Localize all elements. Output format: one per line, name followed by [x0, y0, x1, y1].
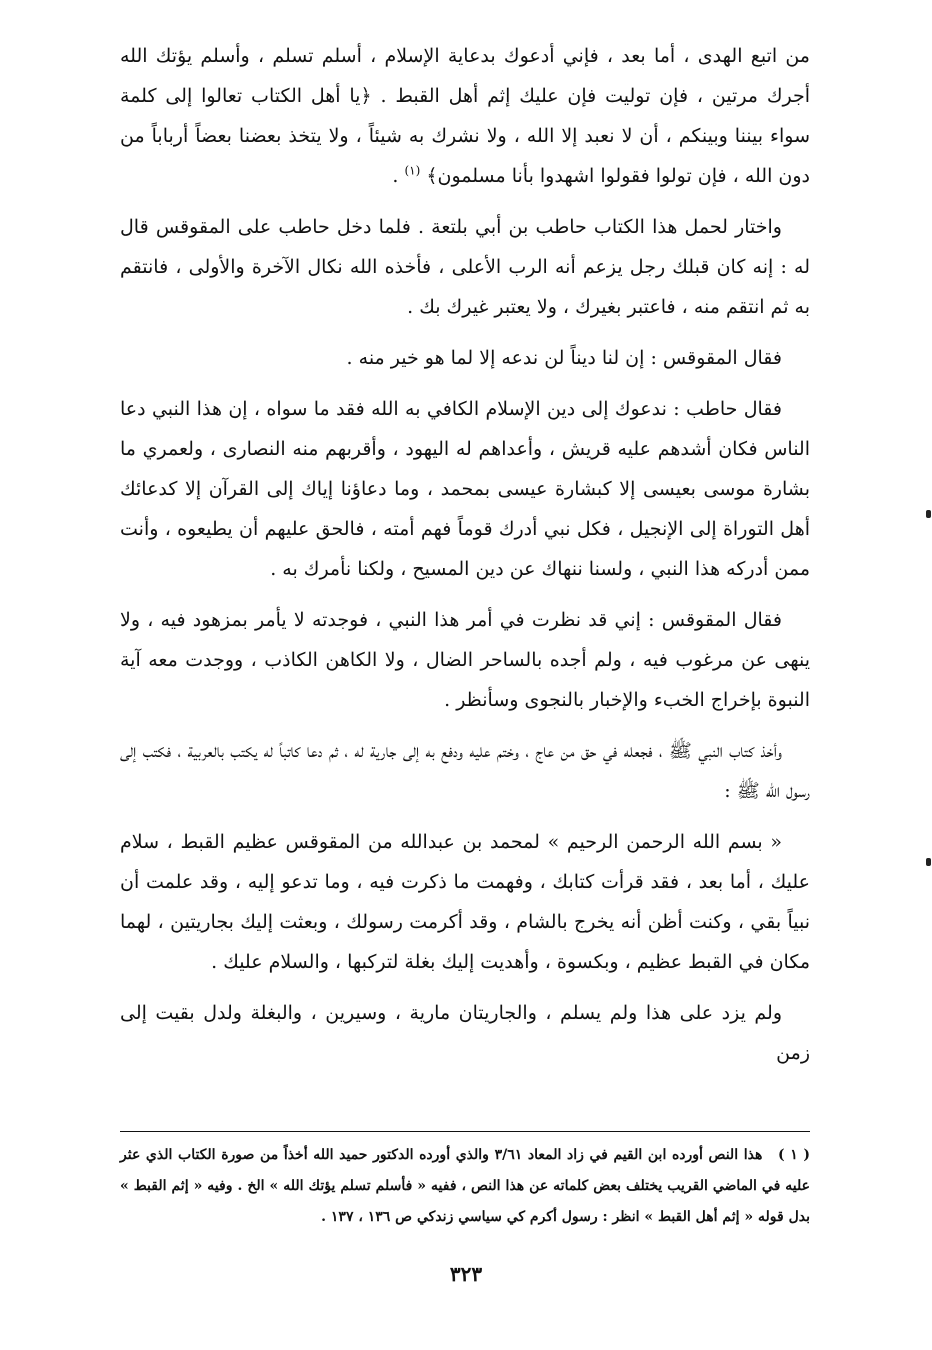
- footnote-marker: ( ١ ): [777, 1147, 810, 1163]
- footnote-divider: [120, 1131, 810, 1132]
- paragraph-7: « بسم الله الرحمن الرحيم » لمحمد بن عبدالله من المقوقس عظيم القبط ، سلام عليك ، أما بعد ، فقد قرأت كتابك ، وفهمت ما ذكرت فيه ، وما تدعو إليه ، وقد علمت أن نبياً بقي ، وكنت أظن أنه يخرج بالشام ، وقد أكرمت رسولك ، وبعثت إليك بجاريتين ، لهما مكان في القبط عظيم ، وبكسوة ، وأهديت إليك بغلة لتركبها ، والسلام عليك .: [120, 831, 810, 973]
- paragraph-8: ولم يزد على هذا ولم يسلم ، والجاريتان مارية ، وسيرين ، والبغلة ولدل بقيت إلى زمن: [120, 1002, 810, 1064]
- footnote-reference: (١): [404, 163, 421, 178]
- main-text: [120, 36, 810, 1084]
- paragraph-5: فقال المقوقس : إني قد نظرت في أمر هذا النبي ، فوجدته لا يأمر بمزهود فيه ، ولا ينهى عن مرغوب فيه ، ولم أجده بالساحر الضال ، ولا الكاهن الكاذب ، ووجدت معه آية النبوة بإخراج الخبء والإخبار بالنجوى وسأنظر .: [120, 609, 810, 711]
- paragraph-2: واختار لحمل هذا الكتاب حاطب بن أبي بلتعة . فلما دخل حاطب على المقوقس قال له : إنه كان قبلك رجل يزعم أنه الرب الأعلى ، فأخذه الله نكال الآخرة والأولى ، فانتقم به ثم انتقم منه ، فاعتبر بغيرك ، ولا يعتبر غيرك بك .: [120, 216, 810, 318]
- paragraph-6: وأخذ كتاب النبي ﷺ ، فجعله في حق من عاج ، وختم عليه ودفع به إلى جارية له ، ثم دعا كاتباً له يكتب بالعربية ، فكتب إلى رسول الله ﷺ :: [120, 740, 810, 802]
- paragraph-1-text: من اتبع الهدى ، أما بعد ، فإني أدعوك بدعاية الإسلام ، أسلم تسلم ، وأسلم يؤتك الله أجرك مرتين ، فإن توليت فإن عليك إثم أهل القبط . ﴿يا أهل الكتاب تعالوا إلى كلمة سواء بيننا وبينكم ، أن لا نعبد إلا الله ، ولا نشرك به شيئاً ، ولا يتخذ بعضنا بعضاً أرباباً من دون الله ، فإن تولوا فقولوا اشهدوا بأنا مسلمون﴾: [120, 45, 810, 187]
- scan-speck: [926, 858, 931, 866]
- scan-speck: [926, 510, 931, 518]
- paragraph-3: فقال المقوقس : إن لنا ديناً لن ندعه إلا لما هو خير منه .: [346, 347, 782, 369]
- paragraph-1: [120, 36, 810, 196]
- page-number: ٣٢٣: [449, 1262, 483, 1286]
- paragraph-1-tail: .: [392, 165, 405, 187]
- footnote: [120, 1140, 810, 1233]
- paragraph-4: فقال حاطب : ندعوك إلى دين الإسلام الكافي به الله فقد ما سواه ، إن هذا النبي دعا الناس فكان أشدهم عليه قريش ، وأعداهم له اليهود ، وأقربهم منه النصارى ، ولعمري ما بشارة موسى بعيسى إلا كبشارة عيسى بمحمد ، وما دعاؤنا إياك إلى القرآن إلا كدعائك أهل التوراة إلى الإنجيل ، فكل نبي أدرك قوماً فهم أمته ، فالحق عليهم أن يطيعوه ، وأنت ممن أدركه هذا النبي ، ولسنا ننهاك عن دين المسيح ، ولكنا نأمرك به .: [120, 398, 810, 580]
- footnote-text: هذا النص أورده ابن القيم في زاد المعاد ٣/٦١ والذي أورده الدكتور حميد الله أخذاً من صورة الكتاب الذي عثر عليه في الماضي القريب يختلف بعض كلماته عن هذا النص ، ففيه « فأسلم تسلم يؤتك الله » الخ . وفيه « إثم القبط » بدل قوله « إثم أهل القبط » انظر : رسول أكرم كي سياسي زندكي ص ١٣٦ ، ١٣٧ .: [120, 1147, 810, 1225]
